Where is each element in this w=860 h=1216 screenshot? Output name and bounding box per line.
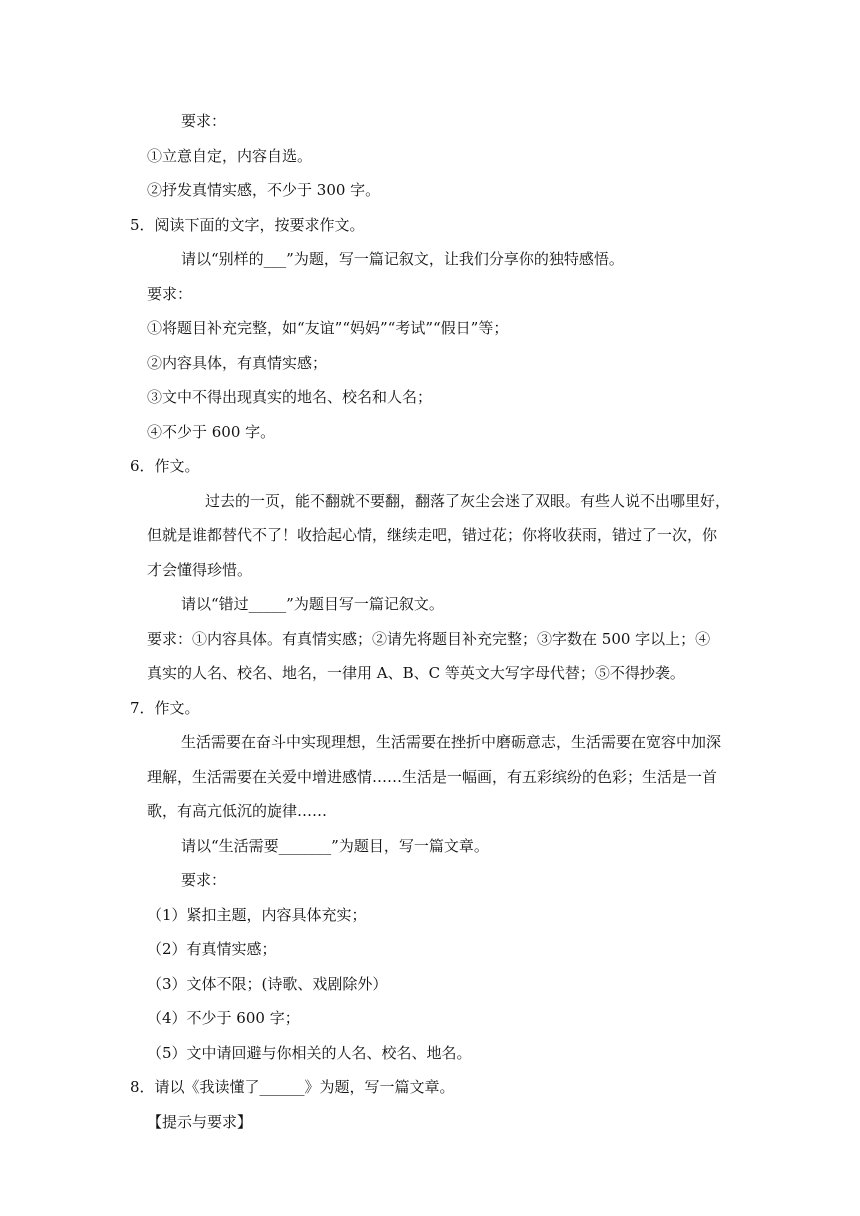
question-6-prompt: 请以“错过_____”为题目写一篇记叙文。: [181, 595, 444, 613]
question-7-passage: 生活需要在奋斗中实现理想，生活需要在挫折中磨砺意志，生活需要在宽容中加深: [181, 733, 722, 751]
question-7-prompt: 请以“生活需要_______”为题目，写一篇文章。: [181, 837, 489, 855]
question-6-passage: 但就是谁都替代不了！收拾起心情，继续走吧，错过花；你将收获雨，错过了一次，你: [147, 526, 718, 544]
requirement-item: （3）文体不限；(诗歌、戏剧除外）: [147, 975, 388, 993]
question-6-passage: 才会懂得珍惜。: [147, 561, 253, 579]
question-6-requirements: 要求：①内容具体。有真情实感；②请先将题目补充完整；③字数在 500 字以上；④: [147, 630, 711, 648]
requirement-item: ①将题目补充完整，如“友谊”“妈妈”“考试”“假日”等；: [147, 319, 509, 337]
question-7-passage: 理解，生活需要在关爱中增进感情……生活是一幅画，有五彩缤纷的色彩；生活是一首: [147, 768, 718, 786]
question-6-heading: 6．作文。: [130, 457, 200, 475]
requirements-label: 要求：: [181, 112, 227, 130]
requirements-label: 要求：: [181, 871, 227, 889]
question-7-passage: 歌，有高亢低沉的旋律……: [147, 802, 328, 820]
question-6-requirements: 真实的人名、校名、地名，一律用 A、B、C 等英文大写字母代替；⑤不得抄袭。: [147, 664, 685, 682]
requirement-item: （1）紧扣主题，内容具体充实；: [147, 906, 367, 924]
requirement-item: ②抒发真情实感，不少于 300 字。: [147, 181, 381, 199]
hints-requirements-heading: 【提示与要求】: [147, 1113, 253, 1131]
question-6-passage: 过去的一页，能不翻就不要翻，翻落了灰尘会迷了双眼。有些人说不出哪里好，: [205, 492, 731, 510]
requirement-item: （4）不少于 600 字；: [147, 1009, 300, 1027]
question-5-heading: 5．阅读下面的文字，按要求作文。: [130, 216, 365, 234]
requirement-item: ④不少于 600 字。: [147, 423, 276, 441]
requirement-item: ③文中不得出现真实的地名、校名和人名；: [147, 388, 433, 406]
requirement-item: ②内容具体，有真情实感；: [147, 354, 328, 372]
question-5-prompt: 请以“别样的___”为题，写一篇记叙文，让我们分享你的独特感悟。: [181, 250, 624, 268]
question-8-heading: 8．请以《我读懂了______》为题，写一篇文章。: [130, 1078, 455, 1096]
requirements-label: 要求：: [147, 285, 193, 303]
requirement-item: ①立意自定，内容自选。: [147, 147, 313, 165]
requirement-item: （5）文中请回避与你相关的人名、校名、地名。: [147, 1044, 472, 1062]
question-7-heading: 7．作文。: [130, 699, 200, 717]
requirement-item: （2）有真情实感；: [147, 940, 277, 958]
